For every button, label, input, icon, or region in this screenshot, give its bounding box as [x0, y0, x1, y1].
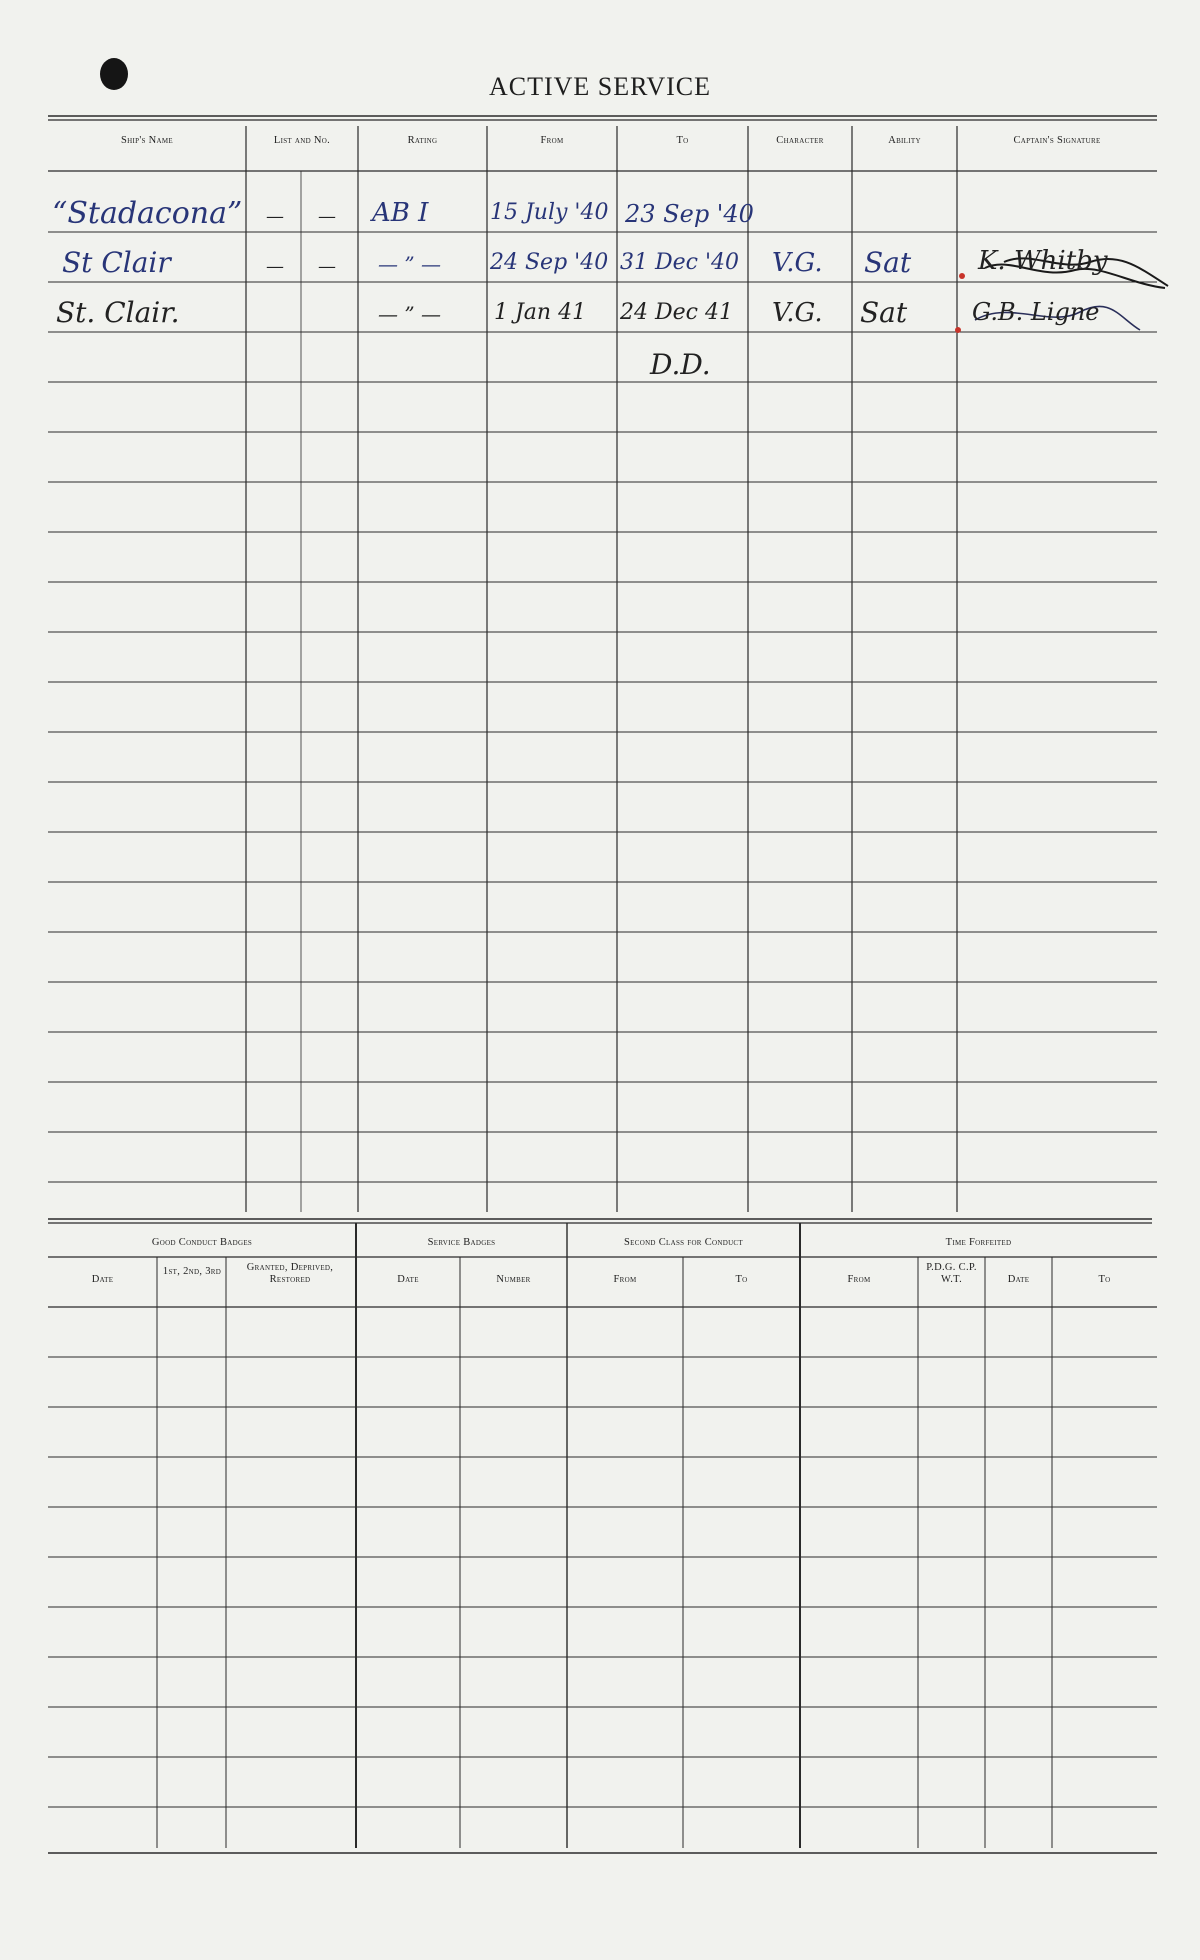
sub-header-gcb-class: 1st, 2nd, 3rd	[162, 1266, 222, 1277]
row1-to: 23 Sep '40	[625, 200, 754, 228]
col-header-character: Character	[776, 135, 824, 146]
row1-list-1: —	[266, 206, 284, 227]
col-header-captains-signature: Captain's Signature	[1013, 135, 1101, 146]
group-header-second-class-for-conduct: Second Class for Conduct	[624, 1237, 743, 1248]
row3-ship-name: St. Clair.	[56, 296, 180, 329]
sub-header-scc-to: To	[735, 1274, 748, 1285]
sub-header-gcb-status: Granted, Deprived, Restored	[246, 1262, 334, 1285]
row1-ship-name: “Stadacona”	[52, 196, 243, 231]
sub-header-gcb-date: Date	[91, 1274, 114, 1285]
row2-from: 24 Sep '40	[490, 250, 609, 275]
row3-rating: — ” —	[378, 302, 441, 326]
col-header-rating: Rating	[407, 135, 438, 146]
row2-list-1: —	[266, 256, 284, 277]
sub-header-tf-to: To	[1098, 1274, 1111, 1285]
group-header-service-badges: Service Badges	[427, 1237, 496, 1248]
row2-ship-name: St Clair	[62, 246, 171, 279]
row3-to: 24 Dec 41	[620, 300, 733, 325]
sub-header-tf-from: From	[847, 1274, 871, 1285]
row2-ability: Sat	[864, 246, 912, 279]
row4-to: D.D.	[650, 348, 711, 381]
sub-header-sb-number: Number	[496, 1274, 531, 1285]
col-header-list-and-no: List and No.	[273, 135, 331, 146]
row2-rating: — ” —	[378, 252, 441, 276]
row1-rating: AB I	[372, 198, 429, 228]
row2-character: V.G.	[772, 248, 823, 278]
row1-list-2: —	[318, 206, 336, 227]
col-header-ability: Ability	[888, 135, 921, 146]
sub-header-tf-pdg: P.D.G. C.P. W.T.	[926, 1262, 977, 1285]
row3-character: V.G.	[772, 298, 823, 328]
page-title: ACTIVE SERVICE	[488, 72, 712, 101]
row3-captain-signature: G.B. Ligne	[972, 298, 1100, 326]
group-header-time-forfeited: Time Forfeited	[945, 1237, 1012, 1248]
sub-header-tf-date: Date	[1007, 1274, 1030, 1285]
group-header-good-conduct-badges: Good Conduct Badges	[151, 1237, 253, 1248]
row2-captain-signature: K. Whitby	[978, 246, 1108, 276]
col-header-ships-name: Ship's Name	[121, 135, 173, 146]
row1-from: 15 July '40	[490, 200, 609, 225]
row2-list-2: —	[318, 256, 336, 277]
sub-header-scc-from: From	[613, 1274, 637, 1285]
row3-ability: Sat	[860, 296, 908, 329]
row3-from: 1 Jan 41	[494, 300, 587, 325]
col-header-from: From	[540, 135, 564, 146]
sub-header-sb-date: Date	[397, 1274, 419, 1285]
row2-to: 31 Dec '40	[620, 250, 740, 275]
col-header-to: To	[676, 135, 689, 146]
